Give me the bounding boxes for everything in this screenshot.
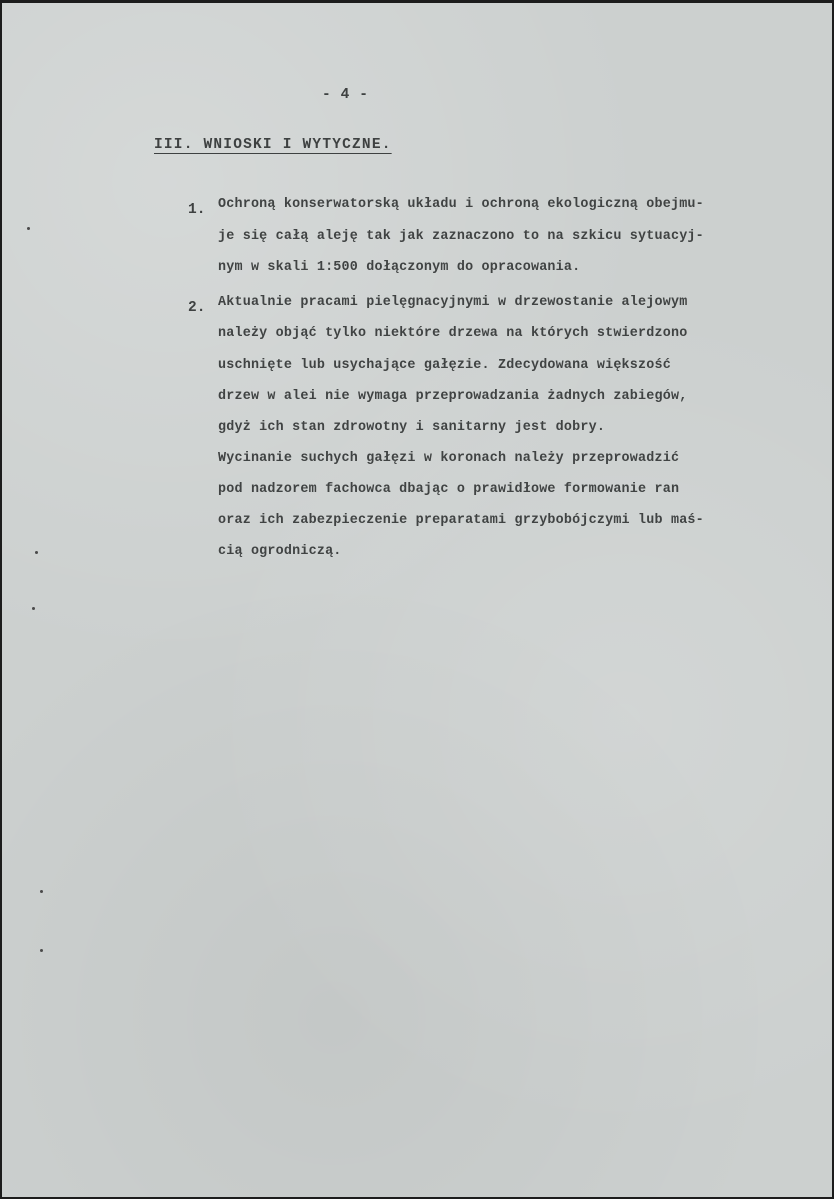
margin-speck xyxy=(27,227,30,230)
text-line: nym w skali 1:500 dołączonym do opracowania. xyxy=(218,260,581,275)
text-line: Ochroną konserwatorską układu i ochroną ekologiczną obejmu- xyxy=(218,197,704,212)
text-line: uschnięte lub usychające gałęzie. Zdecydowana większość xyxy=(218,358,671,373)
text-line: Wycinanie suchych gałęzi w koronach należy przeprowadzić xyxy=(218,451,680,466)
section-heading: III. WNIOSKI I WYTYCZNE. xyxy=(154,137,392,153)
text-line: oraz ich zabezpieczenie preparatami grzybobójczymi lub maś- xyxy=(218,513,704,528)
text-line: należy objąć tylko niektóre drzewa na których stwierdzono xyxy=(218,326,688,341)
margin-speck xyxy=(40,949,43,952)
item-number: 2. xyxy=(188,300,206,316)
text-line: cią ogrodniczą. xyxy=(218,544,342,559)
text-line: drzew w alei nie wymaga przeprowadzania żadnych zabiegów, xyxy=(218,389,688,404)
text-line: Aktualnie pracami pielęgnacyjnymi w drzewostanie alejowym xyxy=(218,295,688,310)
margin-speck xyxy=(35,551,38,554)
item-number: 1. xyxy=(188,202,206,218)
text-line: gdyż ich stan zdrowotny i sanitarny jest dobry. xyxy=(218,420,606,435)
document-page xyxy=(2,3,832,1197)
text-line: je się całą aleję tak jak zaznaczono to na szkicu sytuacyj- xyxy=(218,229,704,244)
page-number: - 4 - xyxy=(322,87,369,103)
margin-speck xyxy=(40,890,43,893)
text-line: pod nadzorem fachowca dbając o prawidłowe formowanie ran xyxy=(218,482,680,497)
margin-speck xyxy=(32,607,35,610)
